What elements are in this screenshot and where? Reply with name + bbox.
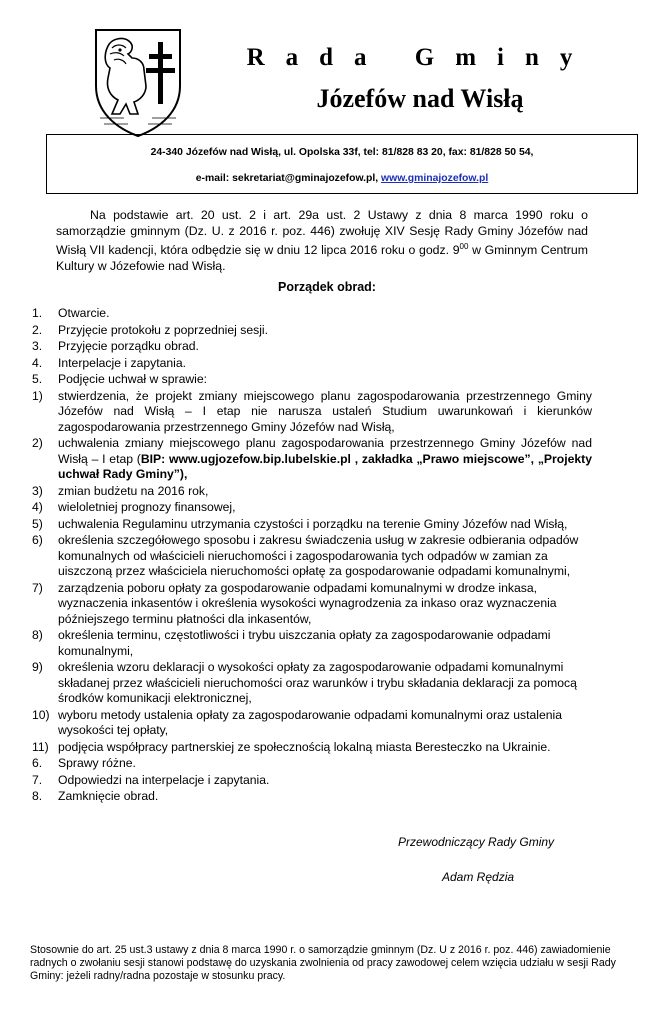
agenda-item: 6. Sprawy różne. — [32, 756, 136, 770]
intro-text-start: Na podstawie art. 20 ust. 2 i art. 29a ust. 2 Ustawy z dnia 8 marca 1990 roku o samorządzie gminnym (Dz. U. z 2016 r. poz. 446) zwołuję XIV Sesję Rady Gminy Józefów nad Wisłą VII kadencji, która odbędzie się w dniu 12 lipca 2016 roku o godz. 9 — [56, 208, 588, 258]
signature-name: Adam Rędzia — [442, 870, 515, 884]
intro-text-end: w Gminnym Centrum Kultury w Józefowie nad Wisłą. — [56, 243, 588, 273]
agenda-subitem: 9) określenia wzoru deklaracji o wysokości opłaty za zagospodarowanie odpadami komunalnymi składanej przez właścicieli nieruchomości oraz warunków i trybu składania deklaracji za pomocą środków komunikacji elektronicznej, — [32, 660, 577, 705]
agenda-item: 3. Przyjęcie porządku obrad. — [32, 339, 199, 353]
agenda-item: 7. Odpowiedzi na interpelacje i zapytania. — [32, 772, 270, 787]
agenda-item: 4. Interpelacje i zapytania. — [32, 355, 187, 370]
time-superscript: 00 — [459, 242, 469, 251]
bip-reference: BIP: www.ugjozefow.bip.lubelskie.pl , zakładka „Prawo miejscowe”, „Projekty uchwał Rady Gminy”), — [58, 451, 593, 481]
council-title: Rada Gminy — [246, 44, 594, 71]
footnote: Stosownie do art. 25 ust.3 ustawy z dnia 8 marca 1990 r. o samorządzie gminnym (Dz. U z 2016 r. poz. 446) zawiadomienie radnych o zwołaniu sesji stanowi podstawę do uzyskania zwolnienia od pracy zawodowej celem wzięcia udziału w sesji Rady Gminy: jeżeli radny/radna pozostaje w stosunku pracy. — [30, 944, 616, 983]
agenda-subitem: 3) zmian budżetu na 2016 rok, — [32, 483, 209, 498]
agenda-subitem: 4) wieloletniej prognozy finansowej, — [32, 500, 236, 514]
agenda-title: Porządek obrad: — [278, 280, 376, 294]
agenda-item: 1. Otwarcie. — [32, 306, 110, 320]
agenda-subitem: 10) wyboru metody ustalenia opłaty za zagospodarowanie odpadami komunalnymi oraz ustalenia wysokości tej opłaty, — [32, 707, 563, 737]
agenda-subitem: 6) określenia szczegółowego sposobu i zakresu świadczenia usług w zakresie odbierania odpadów komunalnych od właścicieli nieruchomości i zagospodarowania tych odpadów w zamian za uiszczoną przez właściciela nieruchomości opłatę za gospodarowanie odpadami komunalnymi, — [32, 533, 579, 578]
signature-title: Przewodniczący Rady Gminy — [398, 835, 555, 849]
agenda-subitem: 5) uchwalenia Regulaminu utrzymania czystości i porządku na terenie Gminy Józefów nad Wisłą, — [32, 516, 568, 531]
municipality-title: Józefów nad Wisłą — [316, 84, 524, 113]
agenda-item: 2. Przyjęcie protokołu z poprzedniej sesji. — [32, 322, 268, 337]
intro-paragraph — [56, 208, 588, 274]
contact-box — [46, 134, 638, 194]
coat-of-arms-logo — [94, 28, 182, 138]
agenda-item: 8. Zamknięcie obrad. — [32, 789, 159, 803]
agenda-subitem: 8) określenia terminu, częstotliwości i trybu uiszczania opłaty za zagospodarowanie odpadami komunalnymi, — [32, 628, 551, 658]
agenda-item: 5. Podjęcie uchwał w sprawie: — [32, 372, 208, 386]
website-link[interactable]: www.gminajozefow.pl — [381, 173, 489, 184]
address-line: 24-340 Józefów nad Wisłą, ul. Opolska 33f, tel: 81/828 83 20, fax: 81/828 50 54, — [150, 147, 534, 158]
agenda-subitem: 7) zarządzenia poboru opłaty za gospodarowanie odpadami komunalnymi w drodze inkasa, wyznaczenia inkasentów i określenia wysokości wynagrodzenia za inkaso oraz wyznaczenia późniejszego terminu płatności dla inkasentów, — [32, 580, 557, 626]
agenda-subitem: 1) stwierdzenia, że projekt zmiany miejscowego planu zagospodarowania przestrzennego Gminy Józefów nad Wisłą – I etap nie narusza ustaleń Studium uwarunkowań i kierunków zagospodarowania przestrzennego Gminy Józefów nad Wisłą, — [32, 388, 592, 434]
agenda-subitem: 2) uchwalenia zmiany miejscowego planu zagospodarowania przestrzennego Gminy Józefów nad Wisłą – I etap (BIP: www.ugjozefow.bip.lubelskie.pl , zakładka „Prawo miejscowe”, „Projekty uchwał Rady Gminy”), — [32, 436, 593, 481]
email-text: e-mail: sekretariat@gminajozefow.pl, — [195, 173, 382, 184]
email-line — [47, 173, 637, 184]
agenda-list — [32, 306, 592, 806]
agenda-subitem: 11) podjęcia współpracy partnerskiej ze społecznością lokalną miasta Beresteczko na Ukrainie. — [32, 739, 551, 754]
